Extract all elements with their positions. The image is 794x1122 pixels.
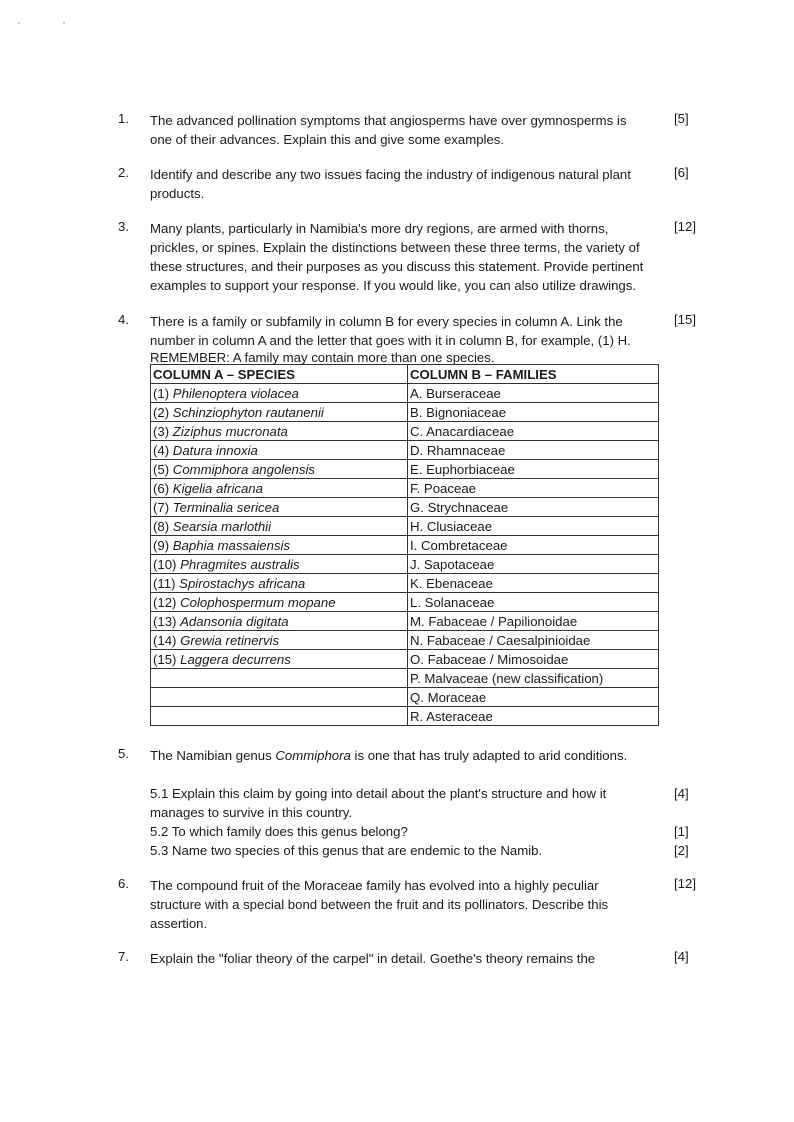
family-cell: E. Euphorbiaceae xyxy=(408,460,659,479)
table-row xyxy=(151,707,659,726)
species-cell xyxy=(151,460,408,479)
question-number: 5. xyxy=(118,746,129,761)
table-row xyxy=(151,403,659,422)
question-line: structure with a special bond between the fruit and its pollinators. Describe this xyxy=(150,897,609,912)
table-row xyxy=(151,650,659,669)
table-row xyxy=(151,688,659,707)
table-header-row xyxy=(151,365,659,384)
question-marks: [12] xyxy=(674,876,696,891)
question-line: assertion. xyxy=(150,916,208,931)
family-cell: C. Anacardiaceae xyxy=(408,422,659,441)
species-cell xyxy=(151,574,408,593)
table-row xyxy=(151,669,659,688)
question-marks: [6] xyxy=(674,165,689,180)
species-name: Laggera decurrens xyxy=(180,651,291,667)
question-line: one of their advances. Explain this and give some examples. xyxy=(150,132,505,147)
table-row xyxy=(151,536,659,555)
family-cell: A. Burseraceae xyxy=(408,384,659,403)
species-name: Commiphora angolensis xyxy=(172,461,316,477)
family-cell: G. Strychnaceae xyxy=(408,498,659,517)
species-name: Adansonia digitata xyxy=(180,613,289,629)
species-number: (9) xyxy=(153,537,170,553)
scan-speck xyxy=(63,22,65,24)
species-cell xyxy=(151,631,408,650)
question-marks: [5] xyxy=(674,111,689,126)
question-line: The compound fruit of the Moraceae family has evolved into a highly peculiar xyxy=(150,878,599,893)
question-number: 3. xyxy=(118,219,129,234)
question-text xyxy=(150,312,662,365)
species-name: Baphia massaiensis xyxy=(172,537,291,553)
family-cell: Q. Moraceae xyxy=(408,688,659,707)
species-number: (11) xyxy=(153,575,176,591)
table-row xyxy=(151,574,659,593)
table-row xyxy=(151,612,659,631)
species-cell xyxy=(151,517,408,536)
family-cell: F. Poaceae xyxy=(408,479,659,498)
question-line: prickles, or spines. Explain the distinctions between these three terms, the variety of xyxy=(150,240,640,255)
species-cell xyxy=(151,612,408,631)
question-number: 6. xyxy=(118,876,129,891)
family-cell: J. Sapotaceae xyxy=(408,555,659,574)
species-number: (7) xyxy=(153,499,170,515)
table-body xyxy=(151,384,659,726)
table-row xyxy=(151,631,659,650)
table-row xyxy=(151,479,659,498)
question-line: is one that has truly adapted to arid conditions. xyxy=(350,748,628,763)
species-cell xyxy=(151,650,408,669)
subquestion-5-2 xyxy=(150,822,710,841)
question-text xyxy=(150,111,662,149)
question-line: Identify and describe any two issues facing the industry of indigenous natural plant xyxy=(150,167,631,182)
question-line: REMEMBER: A family may contain more than one species. xyxy=(150,350,495,365)
species-number: (12) xyxy=(153,594,177,610)
species-cell xyxy=(151,384,408,403)
table-row xyxy=(151,422,659,441)
family-cell: B. Bignoniaceae xyxy=(408,403,659,422)
species-number: (1) xyxy=(153,385,170,401)
table-row xyxy=(151,555,659,574)
species-name: Schinziophyton rautanenii xyxy=(172,404,324,420)
subquestion-line: 5.2 To which family does this genus belong? xyxy=(150,824,408,839)
family-cell: P. Malvaceae (new classification) xyxy=(408,669,659,688)
question-number: 1. xyxy=(118,111,129,126)
column-a-header: COLUMN A – SPECIES xyxy=(151,365,408,384)
scan-speck xyxy=(18,22,20,24)
species-cell xyxy=(151,403,408,422)
species-number: (8) xyxy=(153,518,170,534)
species-cell xyxy=(151,593,408,612)
species-cell xyxy=(151,555,408,574)
family-cell: D. Rhamnaceae xyxy=(408,441,659,460)
species-cell xyxy=(151,536,408,555)
species-number: (3) xyxy=(153,423,170,439)
species-cell xyxy=(151,688,408,707)
question-text xyxy=(150,949,662,968)
species-cell xyxy=(151,707,408,726)
family-cell: H. Clusiaceae xyxy=(408,517,659,536)
subquestion-marks: [1] xyxy=(674,824,689,839)
question-line: products. xyxy=(150,186,205,201)
question-line: The advanced pollination symptoms that angiosperms have over gymnosperms is xyxy=(150,113,627,128)
species-cell xyxy=(151,669,408,688)
question-number: 4. xyxy=(118,312,129,327)
table-row xyxy=(151,441,659,460)
family-cell: I. Combretaceae xyxy=(408,536,659,555)
species-name: Searsia marlothii xyxy=(172,518,272,534)
subquestion-line: manages to survive in this country. xyxy=(150,805,353,820)
question-number: 7. xyxy=(118,949,129,964)
question-line: Many plants, particularly in Namibia's more dry regions, are armed with thorns, xyxy=(150,221,609,236)
species-name: Terminalia sericea xyxy=(172,499,280,515)
question-text xyxy=(150,876,662,933)
column-b-header: COLUMN B – FAMILIES xyxy=(408,365,659,384)
question-line: number in column A and the letter that goes with it in column B, for example, (1) H. xyxy=(150,333,631,348)
question-line: examples to support your response. If you would like, you can also utilize drawings. xyxy=(150,278,636,293)
subquestion-line: 5.3 Name two species of this genus that are endemic to the Namib. xyxy=(150,843,543,858)
table-row xyxy=(151,498,659,517)
question-5-subparts xyxy=(150,784,710,860)
species-number: (13) xyxy=(153,613,177,629)
matching-table xyxy=(150,364,659,726)
family-cell: L. Solanaceae xyxy=(408,593,659,612)
species-name: Spirostachys africana xyxy=(179,575,306,591)
species-number: (4) xyxy=(153,442,170,458)
family-cell: K. Ebenaceae xyxy=(408,574,659,593)
subquestion-line: 5.1 Explain this claim by going into detail about the plant's structure and how it xyxy=(150,786,607,801)
species-name: Datura innoxia xyxy=(172,442,258,458)
question-line: There is a family or subfamily in column B for every species in column A. Link the xyxy=(150,314,623,329)
species-cell xyxy=(151,479,408,498)
question-text xyxy=(150,219,662,295)
question-text xyxy=(150,746,710,765)
species-number: (15) xyxy=(153,651,177,667)
subquestion-5-3 xyxy=(150,841,710,860)
species-number: (5) xyxy=(153,461,170,477)
table-row xyxy=(151,460,659,479)
species-number: (6) xyxy=(153,480,170,496)
table-row xyxy=(151,384,659,403)
species-cell xyxy=(151,441,408,460)
species-name: Philenoptera violacea xyxy=(172,385,299,401)
table-row xyxy=(151,517,659,536)
question-marks: [4] xyxy=(674,949,689,964)
species-cell xyxy=(151,498,408,517)
question-line: Explain the "foliar theory of the carpel" in detail. Goethe's theory remains the xyxy=(150,951,596,966)
table-row xyxy=(151,593,659,612)
subquestion-marks: [2] xyxy=(674,843,689,858)
question-line: these structures, and their purposes as you discuss this statement. Provide pertinent xyxy=(150,259,644,274)
question-marks: [12] xyxy=(674,219,696,234)
species-name: Grewia retinervis xyxy=(180,632,280,648)
species-cell xyxy=(151,422,408,441)
family-cell: R. Asteraceae xyxy=(408,707,659,726)
question-marks: [15] xyxy=(674,312,696,327)
genus-name: Commiphora xyxy=(275,748,351,763)
subquestion-marks: [4] xyxy=(674,786,689,801)
subquestion-5-1 xyxy=(150,784,710,822)
species-name: Ziziphus mucronata xyxy=(172,423,288,439)
species-number: (10) xyxy=(153,556,177,572)
species-number: (14) xyxy=(153,632,177,648)
question-number: 2. xyxy=(118,165,129,180)
species-number: (2) xyxy=(153,404,170,420)
species-name: Phragmites australis xyxy=(180,556,300,572)
family-cell: O. Fabaceae / Mimosoidae xyxy=(408,650,659,669)
species-name: Kigelia africana xyxy=(172,480,263,496)
family-cell: N. Fabaceae / Caesalpinioidae xyxy=(408,631,659,650)
family-cell: M. Fabaceae / Papilionoidae xyxy=(408,612,659,631)
question-text xyxy=(150,165,662,203)
species-name: Colophospermum mopane xyxy=(180,594,336,610)
question-line: The Namibian genus xyxy=(150,748,276,763)
